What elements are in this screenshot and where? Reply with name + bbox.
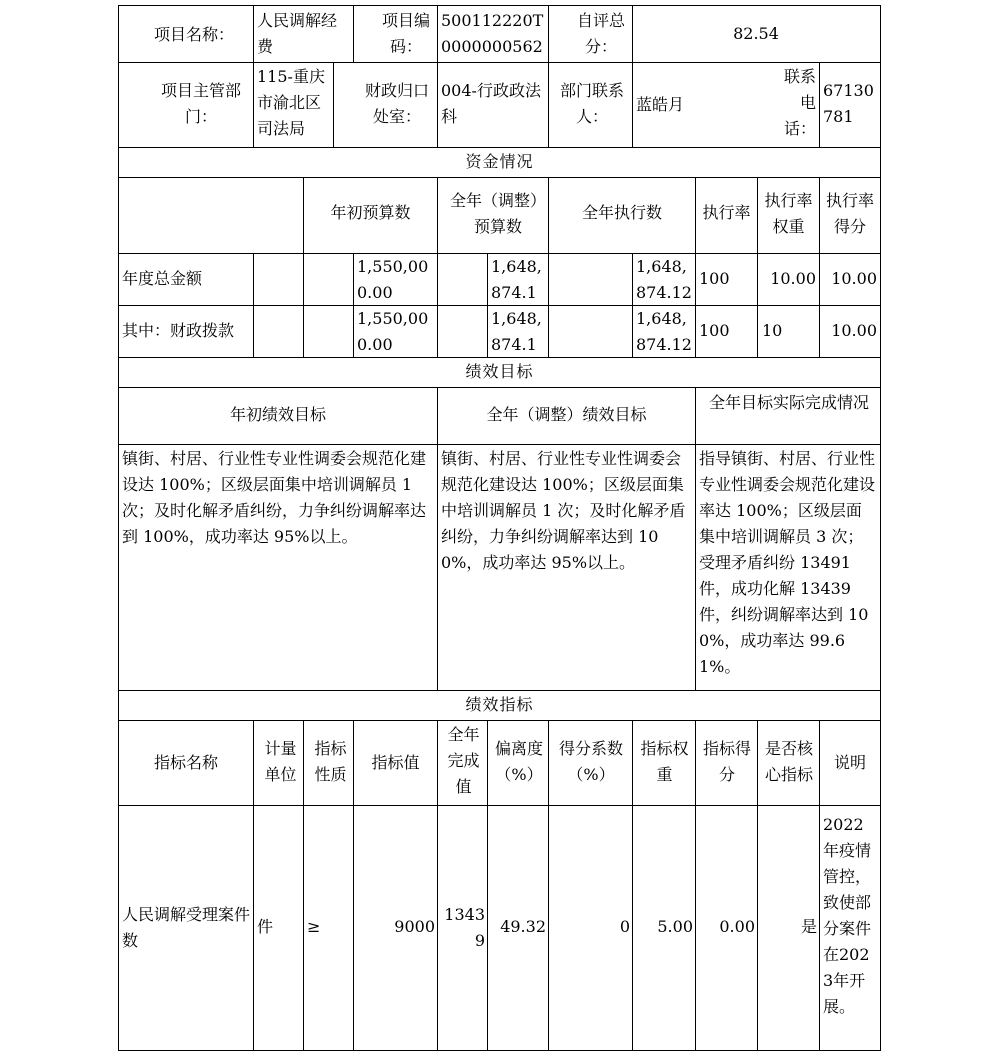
rule: [695, 387, 696, 690]
goals-section-title: 绩效目标: [465, 362, 534, 381]
col-actual-goal: 全年目标实际完成情况: [708, 393, 869, 412]
funds-weight: 10.00: [770, 269, 816, 288]
rule: [333, 62, 334, 147]
rule: [437, 177, 438, 357]
funds-executed: 1,648,874.12: [636, 257, 692, 302]
self-score-label: 自评总分：: [576, 11, 625, 56]
funds-rate: 100: [699, 321, 730, 340]
rule: [437, 5, 438, 147]
project-code-value: 500112220T0000000562: [441, 11, 544, 56]
rule: [695, 720, 696, 1051]
rule: [303, 253, 304, 357]
funds-adjusted: 1,648,874.1: [491, 257, 542, 302]
ind-completed: 13439: [444, 905, 485, 950]
col-rate: 执行率: [702, 203, 751, 222]
funds-initial: 1,550,000.00: [357, 309, 429, 354]
funds-score: 10.00: [831, 321, 877, 340]
col-adjusted-budget: 全年（调整）预算数: [450, 191, 547, 236]
funds-section-title: 资金情况: [465, 152, 534, 171]
rule: [253, 720, 254, 1051]
rule: [118, 805, 881, 806]
rule: [548, 5, 549, 147]
funds-initial: 1,550,000.00: [357, 257, 429, 302]
ind-col-score: 指标得分: [702, 739, 751, 784]
rule: [437, 720, 438, 1051]
rule: [118, 1050, 881, 1051]
ind-col-nature: 指标性质: [314, 739, 347, 784]
initial-goal-text: 镇街、村居、行业性专业性调委会规范化建设达 100%；区级层面集中培训调解员 1 次；及时化解矛盾纠纷，力争纠纷调解率达到 100%，成功率达 95%以上。: [122, 449, 427, 546]
funds-score: 10.00: [831, 269, 877, 288]
rule: [118, 387, 881, 388]
funds-executed: 1,648,874.12: [636, 309, 692, 354]
ind-weight: 5.00: [657, 917, 693, 936]
ind-core: 是: [800, 917, 817, 936]
dept-label: 项目主管部门：: [160, 81, 241, 126]
contact-value: 蓝皓月: [636, 95, 685, 114]
rule: [632, 253, 633, 357]
ind-col-unit: 计量单位: [264, 739, 297, 784]
adjusted-goal-text: 镇街、村居、行业性专业性调委会规范化建设达 100%；区级层面集中培训调解员 1 次；及时化解矛盾纠纷，力争纠纷调解率达到 100%，成功率达 95%以上。: [441, 449, 686, 572]
ind-col-deviation: 偏离度（%）: [494, 739, 543, 784]
rule: [632, 720, 633, 1051]
rule: [353, 5, 354, 62]
contact-label: 部门联系人：: [559, 81, 624, 126]
rule: [353, 253, 354, 357]
rule: [118, 444, 881, 445]
col-initial-budget: 年初预算数: [330, 203, 411, 222]
col-executed: 全年执行数: [581, 203, 662, 222]
rule: [487, 720, 488, 1051]
ind-col-name: 指标名称: [153, 753, 218, 772]
finance-label: 财政归口处室：: [364, 81, 429, 126]
rule: [118, 720, 881, 721]
funds-rate: 100: [699, 269, 730, 288]
rule: [880, 5, 881, 1051]
rule: [819, 62, 820, 147]
rule: [253, 5, 254, 147]
ind-note: 2022年疫情管控，致使部分案件在2023年开展。: [823, 815, 872, 1016]
dept-value: 115-重庆市渝北区司法局: [257, 67, 325, 138]
project-code-label: 项目编码：: [381, 11, 430, 56]
rule: [118, 62, 881, 63]
col-initial-goal: 年初绩效目标: [229, 405, 326, 424]
rule: [757, 720, 758, 1051]
rule: [548, 720, 549, 1051]
ind-coef: 0: [619, 917, 630, 936]
actual-goal-text: 指导镇街、村居、行业性专业性调委会规范化建设率达 100%；区级层面集中培训调解员 3 次；受理矛盾纠纷 13491 件，成功化解 13439 件，纠纷调解率达到 100%，成功率达 99.61%。: [699, 449, 876, 676]
phone-label: 联系电话：: [783, 67, 816, 138]
ind-unit: 件: [257, 917, 274, 936]
ind-value: 9000: [394, 917, 435, 936]
ind-col-value: 指标值: [371, 753, 420, 772]
project-name-label: 项目名称：: [153, 25, 234, 44]
rule: [303, 720, 304, 1051]
funds-row-label: 其中：财政拨款: [122, 321, 235, 340]
ind-col-weight: 指标权重: [640, 739, 689, 784]
ind-nature: ≥: [307, 917, 321, 936]
ind-name: 人民调解受理案件数: [122, 905, 251, 950]
funds-adjusted: 1,648,874.1: [491, 309, 542, 354]
ind-col-completed: 全年完成值: [447, 725, 480, 796]
funds-row-label: 年度总金额: [122, 269, 203, 288]
project-name-value: 人民调解经费: [257, 11, 338, 56]
ind-col-coef: 得分系数（%）: [558, 739, 623, 784]
rule: [487, 253, 488, 357]
indicators-section-title: 绩效指标: [465, 695, 534, 714]
rule: [118, 177, 881, 178]
ind-deviation: 49.32: [500, 917, 546, 936]
ind-col-core: 是否核心指标: [764, 739, 813, 784]
phone-value: 67130781: [823, 81, 874, 126]
funds-weight: 10: [762, 321, 783, 340]
col-score: 执行率得分: [825, 191, 874, 236]
rule: [253, 253, 254, 357]
self-score-value: 82.54: [733, 24, 779, 43]
ind-score: 0.00: [719, 917, 755, 936]
rule: [437, 387, 438, 690]
ind-col-note: 说明: [833, 753, 866, 772]
finance-value: 004-行政政法科: [441, 81, 541, 126]
col-adjusted-goal: 全年（调整）绩效目标: [486, 405, 647, 424]
col-weight: 执行率权重: [764, 191, 813, 236]
